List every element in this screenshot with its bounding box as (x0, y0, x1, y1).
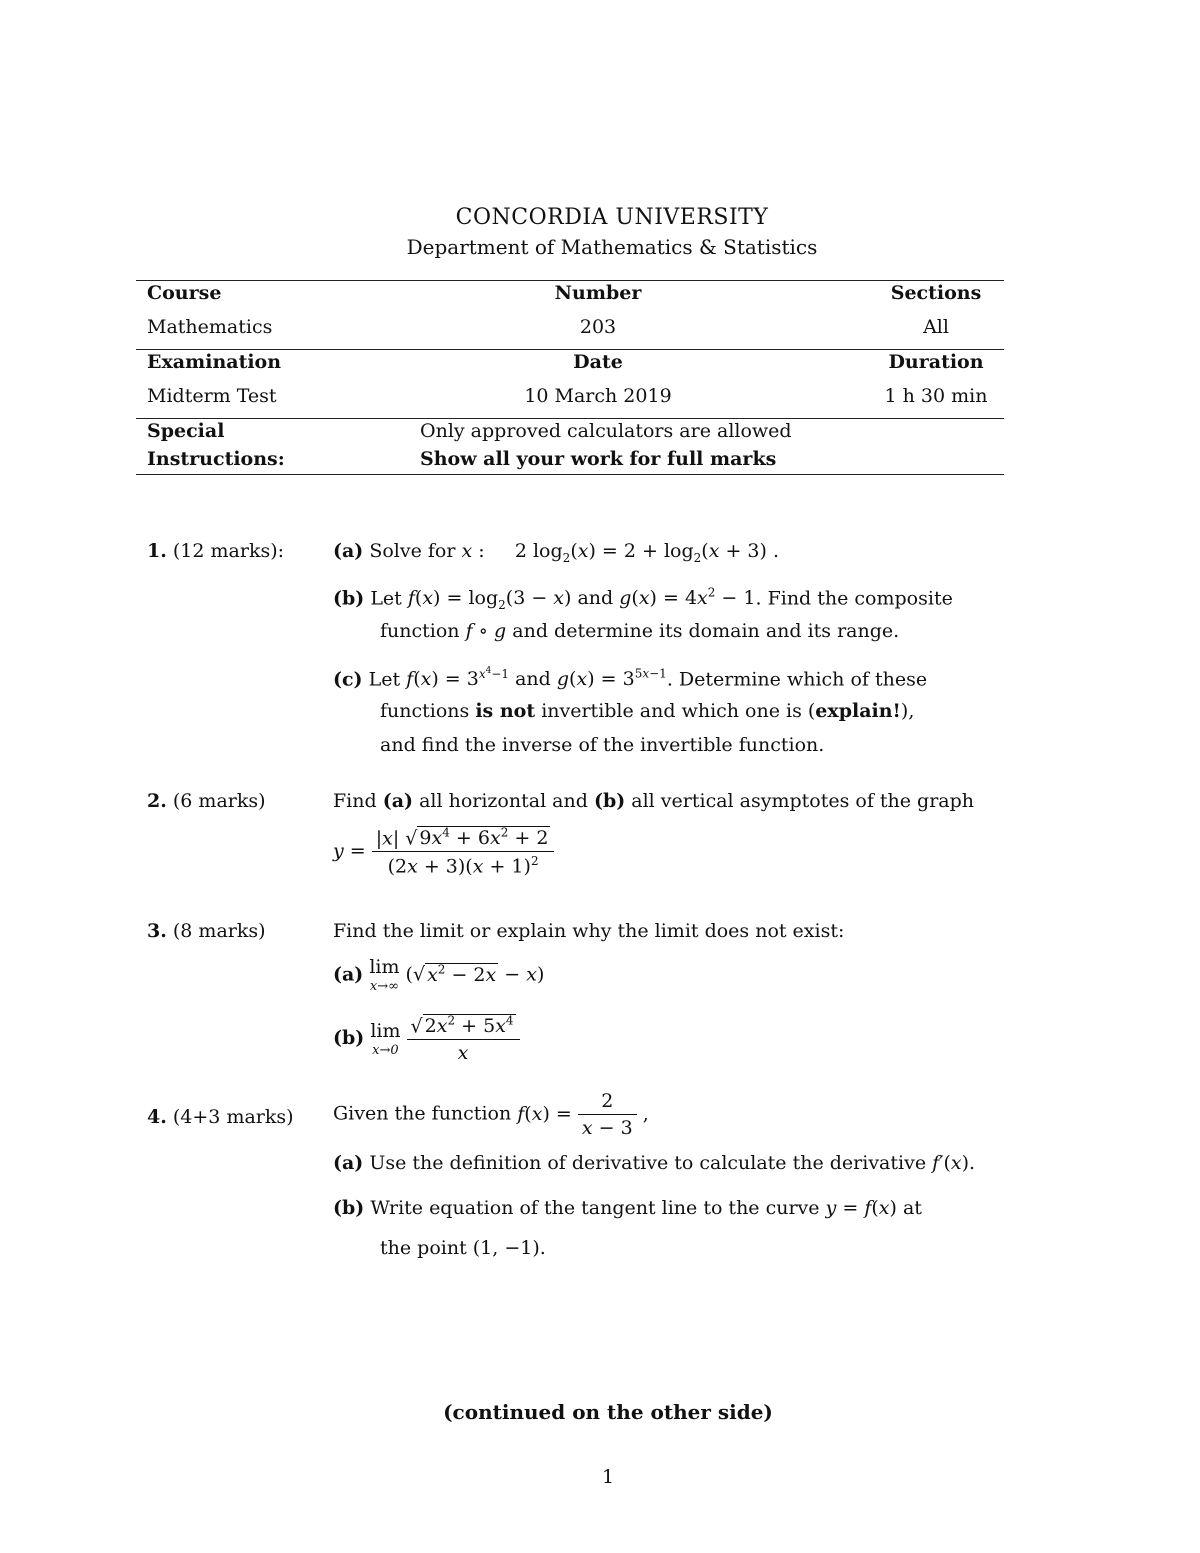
instruction-show-work: Show all your work for full marks (420, 448, 777, 470)
q1-number-marks: 1. (12 marks): (147, 540, 285, 562)
label-special: Special (147, 420, 225, 442)
page-number: 1 (601, 1466, 615, 1488)
value-examination: Midterm Test (147, 385, 277, 407)
value-number: 203 (579, 316, 617, 338)
label-date: Date (573, 351, 623, 373)
q3-part-a: (a) lim x→∞ (√ $x^2 - 2x - x$) (333, 956, 545, 994)
table-rule-mid2 (136, 418, 1004, 419)
q3-text: Find the limit or explain why the limit does not exist: (333, 920, 845, 942)
instruction-calculators: Only approved calculators are allowed (420, 420, 792, 442)
q4-part-a: (a) Use the definition of derivative to calculate the derivative f′(x). (333, 1152, 976, 1174)
label-sections: Sections (890, 282, 982, 304)
university-title: CONCORDIA UNIVERSITY (455, 205, 769, 230)
q1-part-c-line1: (c) Let $f(x) = 3^{x^4-1}$ and $g(x) = 3^{5x-1}$. Determine which of these (333, 666, 928, 691)
q2-number-marks: 2. (6 marks) (147, 790, 266, 812)
value-course: Mathematics (147, 316, 273, 338)
continued-note: (continued on the other side) (443, 1400, 773, 1424)
q4-part-b-line2: the point (1, −1). (380, 1237, 546, 1259)
q3-number-marks: 3. (8 marks) (147, 920, 266, 942)
q1-part-c-line3: and find the inverse of the invertible function. (380, 734, 825, 756)
table-rule-mid1 (136, 349, 1004, 350)
q2-text: Find (a) all horizontal and (b) all vertical asymptotes of the graph (333, 790, 975, 812)
value-sections: All (923, 316, 949, 338)
value-date: 10 March 2019 (524, 385, 672, 407)
q2-formula: y = $\frac{|x| √ 9x^4 + 6x^2 + 2}{(2x + 3)(x + 1)^2}$ (333, 826, 554, 878)
q3-part-b: (b) lim x→0 $\frac{√ 2x^2 + 5x^4}{x}$ (333, 1014, 520, 1064)
q1-part-c-line2: functions is not invertible and which one is (explain!), (380, 700, 915, 722)
label-duration: Duration (888, 351, 984, 373)
label-number: Number (554, 282, 642, 304)
department-title: Department of Mathematics & Statistics (406, 235, 818, 259)
q4-part-b-line1: (b) Write equation of the tangent line to the curve y = f(x) at (333, 1197, 922, 1219)
label-instructions: Instructions: (147, 448, 285, 470)
q1-part-a: (a) Solve for x : 2 $\log_2(x) = 2 + \log_2(x + 3)$ . (333, 540, 780, 565)
q1-part-b-line2: function f ∘ g and determine its domain and its range. (380, 620, 900, 642)
q4-number-marks: 4. (4+3 marks) (147, 1106, 294, 1128)
label-examination: Examination (147, 351, 282, 373)
table-rule-bottom (136, 474, 1004, 475)
table-rule-top (136, 280, 1004, 281)
value-duration: 1 h 30 min (884, 385, 988, 407)
q1-part-b-line1: (b) Let $f(x) = \log_2(3 - x)$ and $g(x) = 4x^2 - 1$. Find the composite (333, 586, 953, 613)
q4-text: Given the function f(x) = $\frac{2}{x - 3}$ , (333, 1090, 649, 1139)
label-course: Course (147, 282, 222, 304)
